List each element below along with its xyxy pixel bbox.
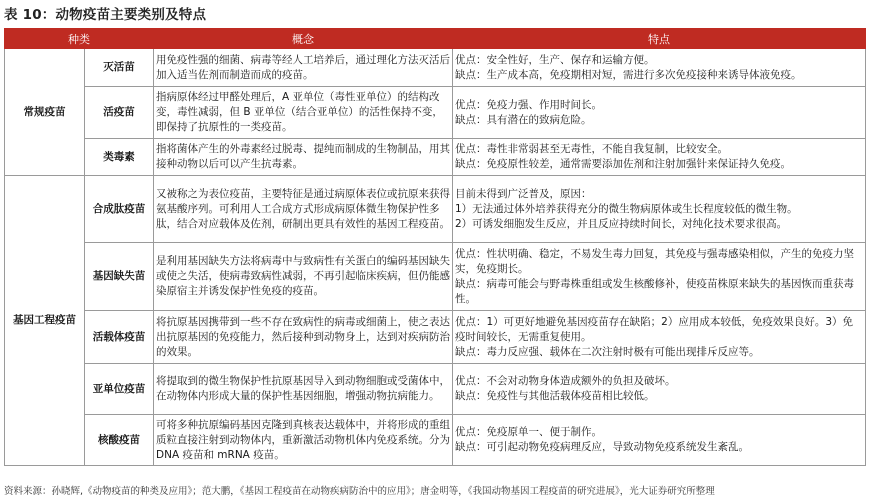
table-row [5,87,866,139]
feature-line: 缺点：生产成本高，免疫期相对短，需进行多次免疫接种来诱导体液免疫。 [455,68,802,81]
features-cell [453,139,866,176]
feature-line: 缺点：毒力反应强、载体在二次注射时极有可能出现排斥反应等。 [455,345,760,358]
vaccine-name: 核酸疫苗 [85,415,154,466]
feature-line: 优点：性状明确、稳定，不易发生毒力回复，其免疫与强毒感染相似，产生的免疫力坚实，免疫期长。 [455,247,854,275]
feature-line: 优点：1）可更好地避免基因疫苗存在缺陷；2）应用成本较低，免疫效果良好。3）免疫时间较长，无需重复使用。 [455,315,854,343]
feature-line: 1）无法通过体外培养获得充分的微生物病原体或生长程度较低的微生物。 [455,202,798,215]
vaccine-name: 活疫苗 [85,87,154,139]
feature-line: 缺点：病毒可能会与野毒株重组或发生核酸修补，使疫苗株原来缺失的基因恢而重获毒性。 [455,277,854,305]
feature-line: 缺点：具有潜在的致病危险。 [455,113,592,126]
features-cell [453,87,866,139]
vaccine-name: 灭活苗 [85,49,154,87]
concept-cell: 将提取到的微生物保护性抗原基因导入到动物细胞或受菌体中，在动物体内形成大量的保护性基因细胞，增强动物抗病能力。 [154,364,453,415]
vaccine-name: 活载体疫苗 [85,311,154,364]
table-row [5,415,866,466]
table-row [5,176,866,243]
table-title: 表 10：动物疫苗主要类别及特点 [4,7,207,23]
vaccine-name: 类毒素 [85,139,154,176]
table-row [5,49,866,87]
header-concept: 概念 [154,29,453,49]
features-cell [453,415,866,466]
feature-line: 优点：免疫力强、作用时间长。 [455,98,602,111]
table-row [5,243,866,311]
feature-line: 优点：安全性好，生产、保存和运输方便。 [455,53,655,66]
vaccine-name: 合成肽疫苗 [85,176,154,243]
feature-line: 缺点：免疫性与其他活载体疫苗相比较低。 [455,390,655,402]
features-cell [453,49,866,87]
concept-cell: 指将菌体产生的外毒素经过脱毒、提纯而制成的生物制品，用其接种动物以后可以产生抗毒素。 [154,139,453,176]
table-header-row [5,29,866,49]
features-cell [453,243,866,311]
source-note: 资料来源：孙晓辉,《动物疫苗的种类及应用》；范大鹏，《基因工程疫苗在动物疾病防治中的应用》；唐金明等，《我国动物基因工程疫苗的研究进展》，光大证券研究所整理 [4,486,715,497]
feature-line: 目前未得到广泛普及，原因： [455,187,592,200]
concept-cell: 是利用基因缺失方法将病毒中与致病性有关蛋白的编码基因缺失或使之失活，使病毒致病性减弱，不再引起临床疾病，但仍能感染原宿主并诱发保护性免疫的疫苗。 [154,243,453,311]
concept-cell: 又被称之为表位疫苗，主要特征是通过病原体表位或抗原来获得氨基酸序列。可利用人工合成方式形成病原体微生物保护性多肽，结合对应载体及佐剂，研制出更具有效性的基因工程疫苗。 [154,176,453,243]
category-cell: 基因工程疫苗 [5,176,85,466]
header-features: 特点 [453,29,866,49]
concept-cell: 指病原体经过甲醛处理后，A 亚单位（毒性亚单位）的结构改变，毒性减弱，但 B 亚单位（结合亚单位）的活性保持不变，即保持了抗原性的一类疫苗。 [154,87,453,139]
concept-cell: 将抗原基因携带到一些不存在致病性的病毒或细菌上，使之表达出抗原基因的免疫能力，然后接种到动物身上，达到对疾病防治的效果。 [154,311,453,364]
concept-cell: 可将多种抗原编码基因克隆到真核表达载体中，并将形成的重组质粒直接注射到动物体内，重新激活动物机体内免疫系统。分为 DNA 疫苗和 mRNA 疫苗。 [154,415,453,466]
feature-line: 优点：免疫原单一、便于制作。 [455,426,602,438]
features-cell [453,176,866,243]
header-type: 种类 [5,29,154,49]
feature-line: 优点：不会对动物身体造成额外的负担及破坏。 [455,375,676,387]
features-cell [453,364,866,415]
feature-line: 缺点：免疫原性较差，通常需要添加佐剂和注射加强针来保证持久免疫。 [455,158,791,170]
vaccine-name: 亚单位疫苗 [85,364,154,415]
concept-cell: 用免疫性强的细菌、病毒等经人工培养后，通过理化方法灭活后加入适当佐剂而制造而成的疫苗。 [154,49,453,87]
table-row [5,364,866,415]
feature-line: 2）可诱发细胞发生反应，并且反应持续时间长，对纯化技术要求很高。 [455,217,788,230]
vaccine-name: 基因缺失苗 [85,243,154,311]
table-row [5,311,866,364]
feature-line: 优点：毒性非常弱甚至无毒性，不能自我复制，比较安全。 [455,143,728,155]
table-row [5,139,866,176]
vaccine-table [4,28,866,466]
features-cell [453,311,866,364]
category-cell: 常规疫苗 [5,49,85,176]
feature-line: 缺点：可引起动物免疫病理反应，导致动物免疫系统发生紊乱。 [455,441,749,453]
